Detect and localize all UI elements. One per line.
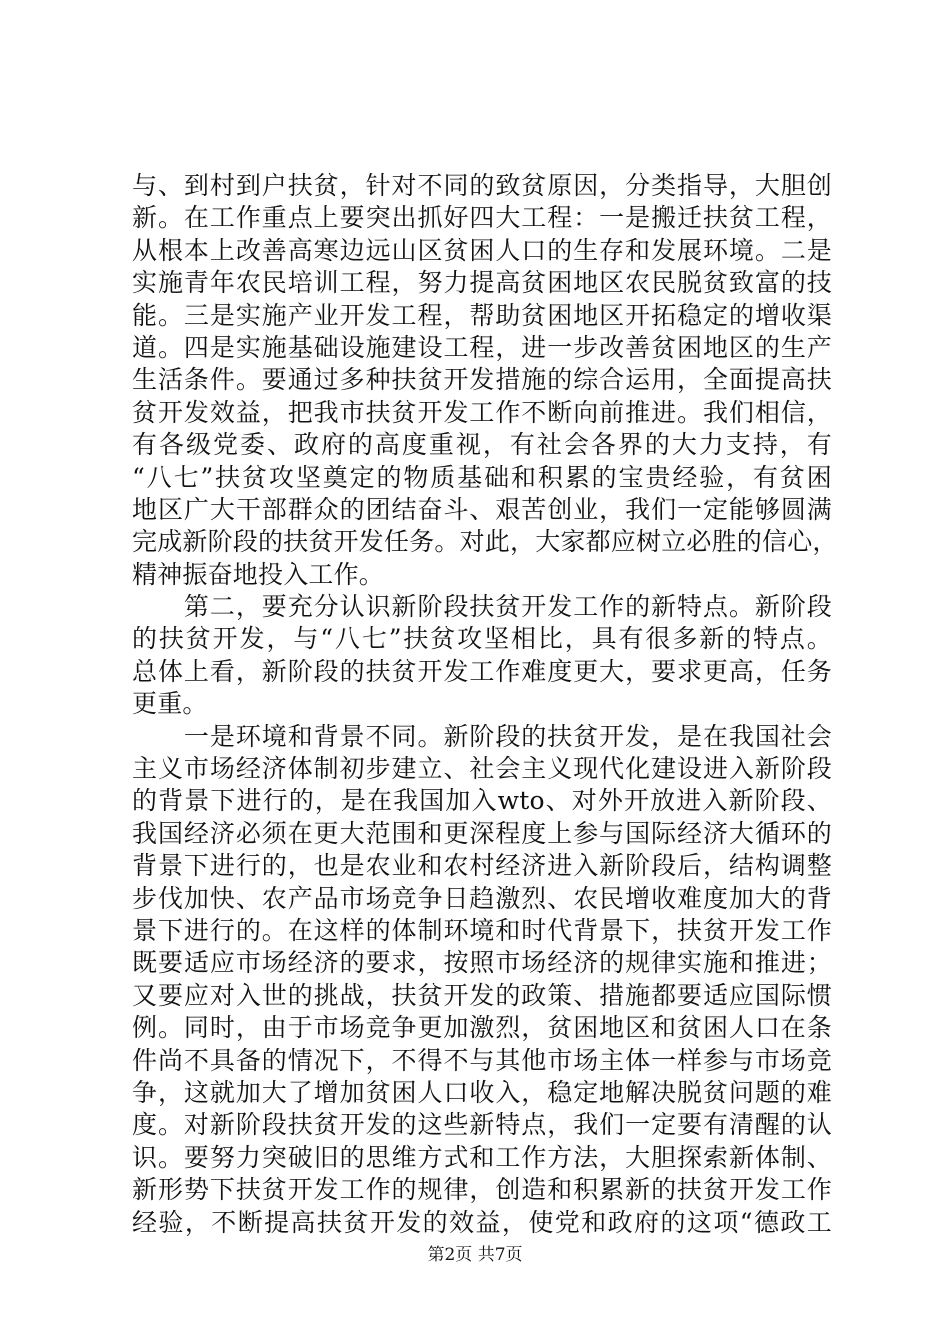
text-line: 件尚不具备的情况下，不得不与其他市场主体一样参与市场竞	[132, 1045, 832, 1075]
text-line: 主义市场经济体制初步建立、社会主义现代化建设进入新阶段	[132, 754, 832, 784]
text-line: 从根本上改善高寒边远山区贫困人口的生存和发展环境。二是	[132, 235, 832, 265]
text-line: 的扶贫开发，与“八七”扶贫攻坚相比，具有很多新的特点。	[132, 624, 832, 654]
text-line: 争，这就加大了增加贫困人口收入，稳定地解决脱贫问题的难	[132, 1077, 832, 1107]
text-line: 第二，要充分认识新阶段扶贫开发工作的新特点。新阶段	[132, 592, 832, 622]
body-text	[132, 170, 838, 1239]
text-line: 我国经济必须在更大范围和更深程度上参与国际经济大循环的	[132, 818, 832, 848]
page-footer: 第2页 共7页	[427, 1245, 523, 1265]
text-line: 一是环境和背景不同。新阶段的扶贫开发，是在我国社会	[132, 721, 832, 751]
text-line: 实施青年农民培训工程，努力提高贫困地区农民脱贫致富的技	[132, 268, 832, 298]
text-line: 的背景下进行的，是在我国加入wto、对外开放进入新阶段、	[132, 786, 832, 816]
text-line: 贫开发效益，把我市扶贫开发工作不断向前推进。我们相信，	[132, 397, 832, 427]
text-line: 与、到村到户扶贫，针对不同的致贫原因，分类指导，大胆创	[132, 171, 832, 200]
text-line: 识。要努力突破旧的思维方式和工作方法，大胆探索新体制、	[132, 1142, 832, 1172]
text-line: 既要适应市场经济的要求，按照市场经济的规律实施和推进；	[132, 948, 832, 978]
text-line: 地区广大干部群众的团结奋斗、艰苦创业，我们一定能够圆满	[132, 494, 832, 524]
text-line: 道。四是实施基础设施建设工程，进一步改善贫困地区的生产	[132, 332, 832, 362]
text-line: 有各级党委、政府的高度重视，有社会各界的大力支持，有	[132, 430, 832, 460]
text-line: 又要应对入世的挑战，扶贫开发的政策、措施都要适应国际惯	[132, 980, 832, 1010]
text-line: 生活条件。要通过多种扶贫开发措施的综合运用，全面提高扶	[132, 365, 832, 395]
text-line: 经验，不断提高扶贫开发的效益，使党和政府的这项“德政工	[132, 1207, 832, 1237]
text-line: 能。三是实施产业开发工程，帮助贫困地区开拓稳定的增收渠	[132, 300, 832, 330]
text-line: 步伐加快、农产品市场竞争日趋激烈、农民增收难度加大的背	[132, 883, 832, 913]
text-line: 度。对新阶段扶贫开发的这些新特点，我们一定要有清醒的认	[132, 1110, 832, 1140]
text-line: 背景下进行的，也是农业和农村经济进入新阶段后，结构调整	[132, 851, 832, 881]
text-line: 例。同时，由于市场竞争更加激烈，贫困地区和贫困人口在条	[132, 1013, 832, 1043]
text-line: 精神振奋地投入工作。	[132, 559, 385, 589]
text-line: 完成新阶段的扶贫开发任务。对此，大家都应树立必胜的信心，	[132, 527, 838, 557]
text-line: 新形势下扶贫开发工作的规律，创造和积累新的扶贫开发工作	[132, 1175, 832, 1205]
text-line: 总体上看，新阶段的扶贫开发工作难度更大，要求更高，任务	[132, 656, 832, 686]
text-line: 新。在工作重点上要突出抓好四大工程：一是搬迁扶贫工程，	[132, 203, 832, 233]
text-line: “八七”扶贫攻坚奠定的物质基础和积累的宝贵经验，有贫困	[132, 462, 832, 492]
text-line: 景下进行的。在这样的体制环境和时代背景下，扶贫开发工作	[132, 915, 832, 945]
text-line: 更重。	[132, 689, 208, 719]
